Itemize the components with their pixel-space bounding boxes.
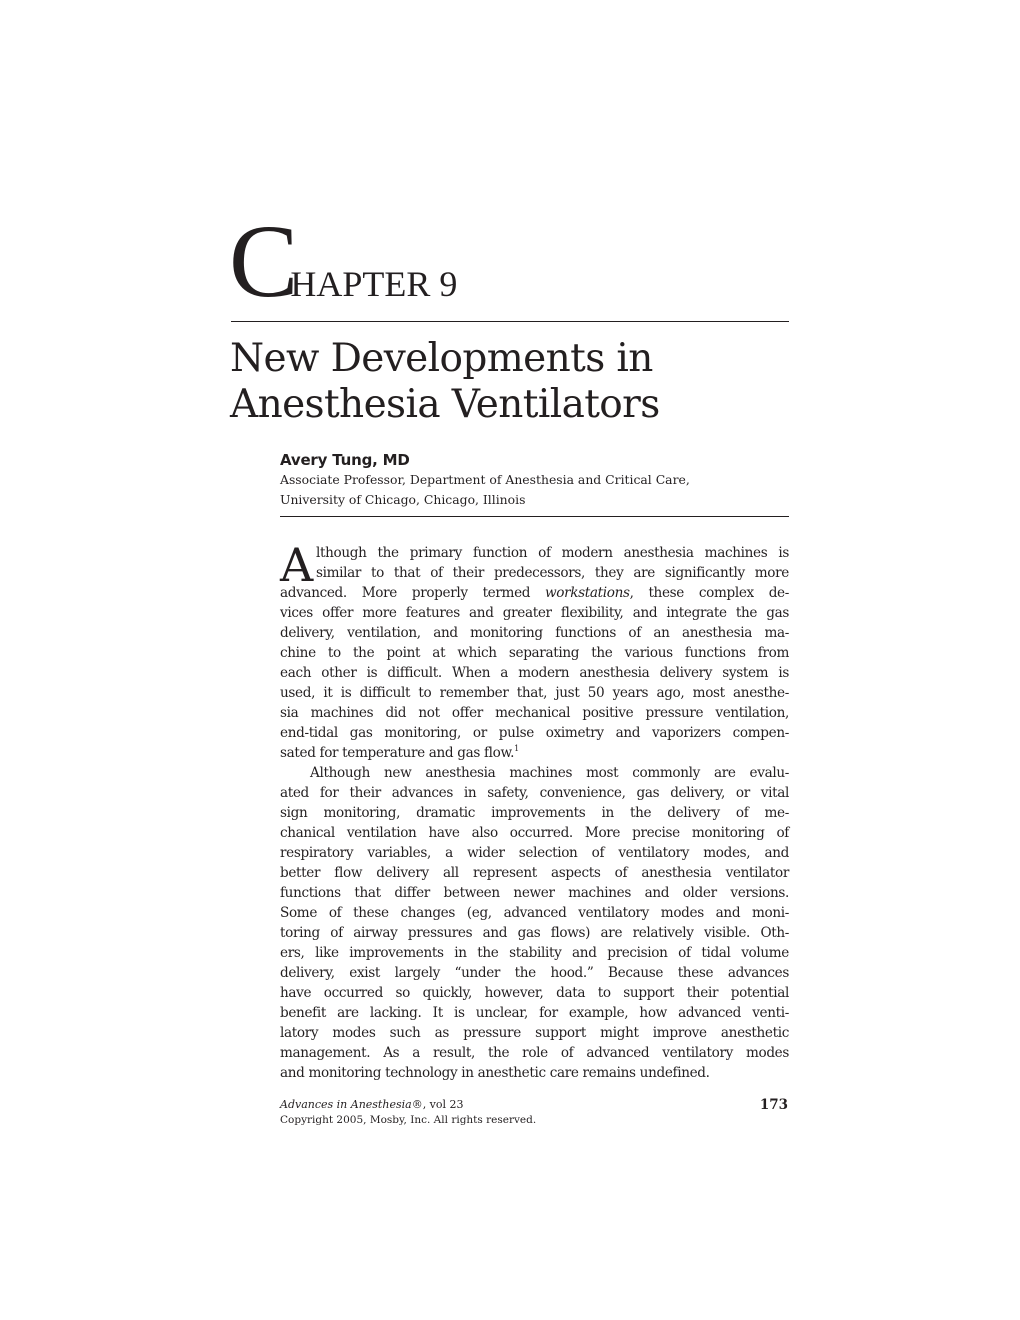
body-line: functions that differ between newer machines and older versions. — [280, 885, 789, 901]
body-line: delivery, ventilation, and monitoring functions of an anesthesia ma- — [280, 625, 789, 641]
body-line: better flow delivery all represent aspects of anesthesia ventilator — [280, 865, 789, 881]
body-line: lthough the primary function of modern anesthesia machines is — [316, 545, 789, 561]
article-body — [280, 538, 789, 1083]
body-line: chanical ventilation have also occurred. More precise monitoring of — [280, 825, 789, 841]
body-line: ers, like improvements in the stability and precision of tidal volume — [280, 945, 789, 961]
title-line: New Developments in — [230, 336, 653, 381]
body-line: Some of these changes (eg, advanced ventilatory modes and moni- — [280, 905, 789, 921]
body-line: vices offer more features and greater flexibility, and integrate the gas — [280, 605, 789, 621]
journal-volume: ®, vol 23 — [411, 1098, 464, 1111]
author-divider — [280, 516, 789, 517]
body-line: used, it is difficult to remember that, just 50 years ago, most anesthe- — [280, 685, 789, 701]
copyright-notice: Copyright 2005, Mosby, Inc. All rights reserved. — [280, 1114, 537, 1126]
body-line: sated for temperature and gas flow.$^1$ — [280, 744, 520, 761]
body-line: sia machines did not offer mechanical positive pressure ventilation, — [280, 705, 789, 721]
article-title — [230, 336, 830, 428]
emphasis-term: workstations — [544, 585, 630, 601]
affiliation-line: Associate Professor, Department of Anesthesia and Critical Care, — [280, 472, 690, 487]
affiliation-line: University of Chicago, Chicago, Illinois — [280, 492, 526, 507]
body-line: benefit are lacking. It is unclear, for example, how advanced venti- — [280, 1005, 789, 1021]
page-number: 173 — [759, 1097, 788, 1113]
body-line: and monitoring technology in anesthetic care remains undefined. — [280, 1065, 710, 1081]
body-line: chine to the point at which separating the various functions from — [280, 645, 789, 661]
body-line: ated for their advances in safety, convenience, gas delivery, or vital — [280, 785, 789, 801]
body-line: each other is difficult. When a modern anesthesia delivery system is — [280, 665, 789, 681]
body-line: Although new anesthesia machines most commonly are evalu- — [310, 765, 789, 781]
body-line: toring of airway pressures and gas flows) are relatively visible. Oth- — [280, 925, 789, 941]
reference-superscript: 1 — [514, 744, 520, 753]
title-line: Anesthesia Ventilators — [230, 382, 660, 427]
drop-cap: A — [280, 538, 314, 592]
body-line: similar to that of their predecessors, they are significantly more — [316, 565, 789, 581]
body-line: latory modes such as pressure support might improve anesthetic — [280, 1025, 789, 1041]
body-line: end-tidal gas monitoring, or pulse oximetry and vaporizers compen- — [280, 725, 789, 741]
author-affiliation — [280, 470, 800, 510]
body-line: delivery, exist largely “under the hood.” Because these advances — [280, 965, 789, 981]
chapter-label: HAPTER 9 — [290, 264, 458, 304]
body-line: management. As a result, the role of advanced ventilatory modes — [280, 1045, 789, 1061]
journal-name: Advances in Anesthesia — [280, 1098, 412, 1111]
journal-citation — [280, 1098, 464, 1112]
body-line: have occurred so quickly, however, data to support their potential — [280, 985, 789, 1001]
paragraph-2 — [280, 763, 789, 1083]
body-line: advanced. More properly termed workstations, these complex de- — [280, 585, 789, 601]
paragraph-1 — [280, 538, 789, 763]
chapter-heading — [229, 204, 458, 319]
body-line: sign monitoring, dramatic improvements in the delivery of me- — [280, 805, 789, 821]
title-divider — [231, 321, 789, 322]
author-name: Avery Tung, MD — [280, 451, 410, 469]
body-line: respiratory variables, a wider selection of ventilatory modes, and — [280, 845, 789, 861]
chapter-initial: C — [229, 204, 297, 319]
